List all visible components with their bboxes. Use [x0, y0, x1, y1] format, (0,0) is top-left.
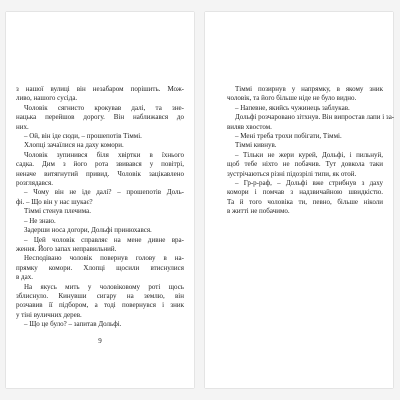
text-line: щоб тебе ніхто не побачив. Тут довкола таки: [227, 160, 383, 169]
text-line: в житті не побачимо.: [227, 207, 290, 216]
text-line: ливо, нашого сусіда.: [16, 94, 78, 103]
text-line: Чоловік зупинився біля хвіртки в їхнього: [24, 150, 184, 159]
text-line: виляв хвостом.: [227, 122, 272, 131]
text-line: – Не знаю.: [24, 216, 56, 225]
text-line: чоловік, та його більше ніде не було видно.: [227, 94, 357, 103]
text-line: Задерши носа догори, Дольфі принюхався.: [24, 226, 152, 235]
text-line: ження. Його запах неправильний.: [16, 244, 117, 253]
text-line: Чоловік сягнисто крокував далі, та зне-: [24, 103, 184, 112]
text-line: – Гр-р-раф, – Дольфі вже стрибнув з даху: [235, 179, 383, 188]
text-line: зустрічаються різні підозрілі типи, як отой.: [227, 169, 357, 178]
text-line: Тіммі стенув плечима.: [24, 207, 92, 216]
text-line: – Цей чоловік справляє на мене дивне вра-: [24, 235, 184, 244]
text-line: фі. – Що він у нас шукає?: [16, 197, 93, 206]
text-line: Тіммі позирнув у напрямку, в якому зник: [235, 85, 383, 93]
text-line: прямку комори. Хлопці щосили втиснулися: [16, 263, 184, 272]
text-line: – Мені треба трохи побігати, Тіммі.: [235, 132, 342, 141]
text-line: – Ой, він іде сюди, – прошепотів Тіммі.: [24, 132, 142, 141]
text-line: неначе витягнутий привид. Чоловік зацікавлено: [16, 169, 184, 178]
text-line: комори і помчав з надзвичайною швидкістю.: [227, 188, 383, 197]
text-line: Несподівано чоловік повернув голову в на-: [24, 254, 184, 263]
right-page: [205, 12, 393, 388]
text-line: садка. Дим з його рота звивався у повітрі,: [16, 160, 184, 169]
text-line: Дольфі розчаровано зітхнув. Він випростав лапи і за-: [235, 113, 395, 122]
page-number: 9: [98, 337, 102, 345]
text-line: розчавив її підбором, а тоді повернувся і зник: [16, 301, 184, 310]
text-line: На якусь мить у чоловіковому роті щось: [24, 282, 184, 291]
text-line: у тіні вуличних дерев.: [16, 310, 82, 319]
left-page-text: [16, 85, 184, 330]
text-line: – Чому він не іде далі? – прошепотів Доль-: [24, 188, 184, 197]
text-line: в дах.: [16, 273, 33, 282]
text-line: з нашої вулиці він незабаром порішить. Мож-: [16, 85, 184, 93]
left-page: [6, 12, 194, 388]
text-line: Та й того чоловіка ти, певно, більше ніколи: [227, 197, 383, 206]
text-line: – Напевне, якийсь чужинець заблукав.: [235, 103, 350, 112]
text-line: – Тільки не жери курей, Дольфі, і пильнуй,: [235, 150, 383, 159]
text-line: зблиснуло. Кинувши сигару на землю, він: [16, 291, 184, 300]
right-page-text: [227, 85, 395, 217]
text-line: Хлопці зачаїлися на даху комори.: [24, 141, 124, 150]
text-line: розглядався.: [16, 179, 54, 188]
text-line: Тіммі кивнув.: [235, 141, 277, 150]
text-line: – Що це було? – запитав Дольфі.: [24, 320, 122, 329]
text-line: них.: [16, 122, 29, 131]
text-line: нацька перейшов дорогу. Він наближався до: [16, 113, 184, 122]
